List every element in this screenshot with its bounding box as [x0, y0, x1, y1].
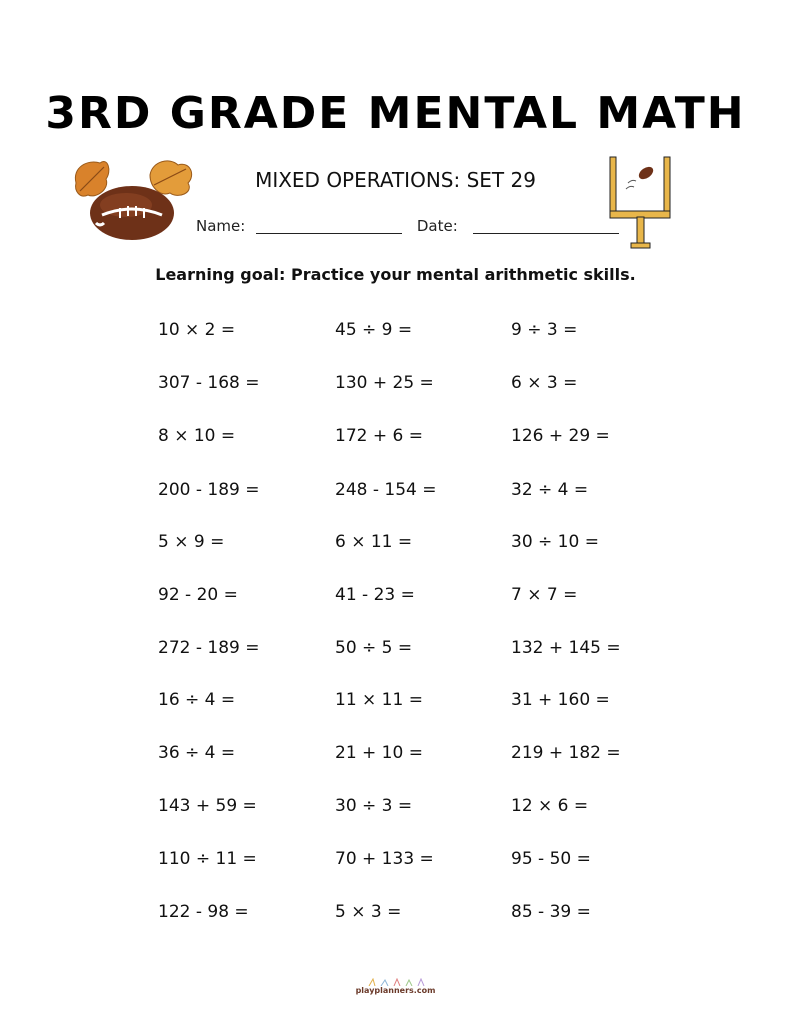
problem: 45 ÷ 9 =	[335, 320, 413, 340]
problem: 200 - 189 =	[158, 480, 260, 500]
footer-logo	[0, 978, 791, 997]
problem: 219 + 182 =	[511, 743, 621, 763]
problem: 172 + 6 =	[335, 426, 423, 446]
problem: 16 ÷ 4 =	[158, 690, 236, 710]
problem: 307 - 168 =	[158, 373, 260, 393]
sparkle-decoration-icon	[361, 978, 431, 986]
problem: 12 × 6 =	[511, 796, 589, 816]
footer-website[interactable]: playplanners.com	[355, 986, 436, 995]
name-line[interactable]	[256, 233, 402, 234]
worksheet-title: 3RD GRADE MENTAL MATH	[45, 88, 746, 139]
problem: 248 - 154 =	[335, 480, 437, 500]
problem: 30 ÷ 3 =	[335, 796, 413, 816]
problem: 7 × 7 =	[511, 585, 578, 605]
problem: 10 × 2 =	[158, 320, 236, 340]
problem: 143 + 59 =	[158, 796, 257, 816]
problem: 9 ÷ 3 =	[511, 320, 578, 340]
problem: 5 × 3 =	[335, 902, 402, 922]
problem: 30 ÷ 10 =	[511, 532, 599, 552]
problem: 5 × 9 =	[158, 532, 225, 552]
goalpost-icon	[606, 155, 676, 251]
problem: 8 × 10 =	[158, 426, 236, 446]
date-label: Date:	[416, 217, 458, 235]
football-icon	[70, 155, 200, 245]
problem: 31 + 160 =	[511, 690, 610, 710]
problem: 6 × 3 =	[511, 373, 578, 393]
problem: 41 - 23 =	[335, 585, 415, 605]
worksheet-subtitle: MIXED OPERATIONS: SET 29	[255, 168, 536, 192]
problem: 36 ÷ 4 =	[158, 743, 236, 763]
problem: 85 - 39 =	[511, 902, 591, 922]
date-line[interactable]	[473, 233, 619, 234]
problem: 92 - 20 =	[158, 585, 238, 605]
name-label: Name:	[196, 217, 246, 235]
problem: 132 + 145 =	[511, 638, 621, 658]
problem: 11 × 11 =	[335, 690, 423, 710]
problem: 32 ÷ 4 =	[511, 480, 589, 500]
name-date-row	[196, 217, 619, 235]
problem: 126 + 29 =	[511, 426, 610, 446]
problem: 272 - 189 =	[158, 638, 260, 658]
problem: 50 ÷ 5 =	[335, 638, 413, 658]
problem: 122 - 98 =	[158, 902, 249, 922]
problem: 110 ÷ 11 =	[158, 849, 257, 869]
problem: 70 + 133 =	[335, 849, 434, 869]
problem: 130 + 25 =	[335, 373, 434, 393]
learning-goal: Learning goal: Practice your mental arithmetic skills.	[155, 265, 636, 284]
problem: 21 + 10 =	[335, 743, 423, 763]
problem: 95 - 50 =	[511, 849, 591, 869]
problem: 6 × 11 =	[335, 532, 413, 552]
